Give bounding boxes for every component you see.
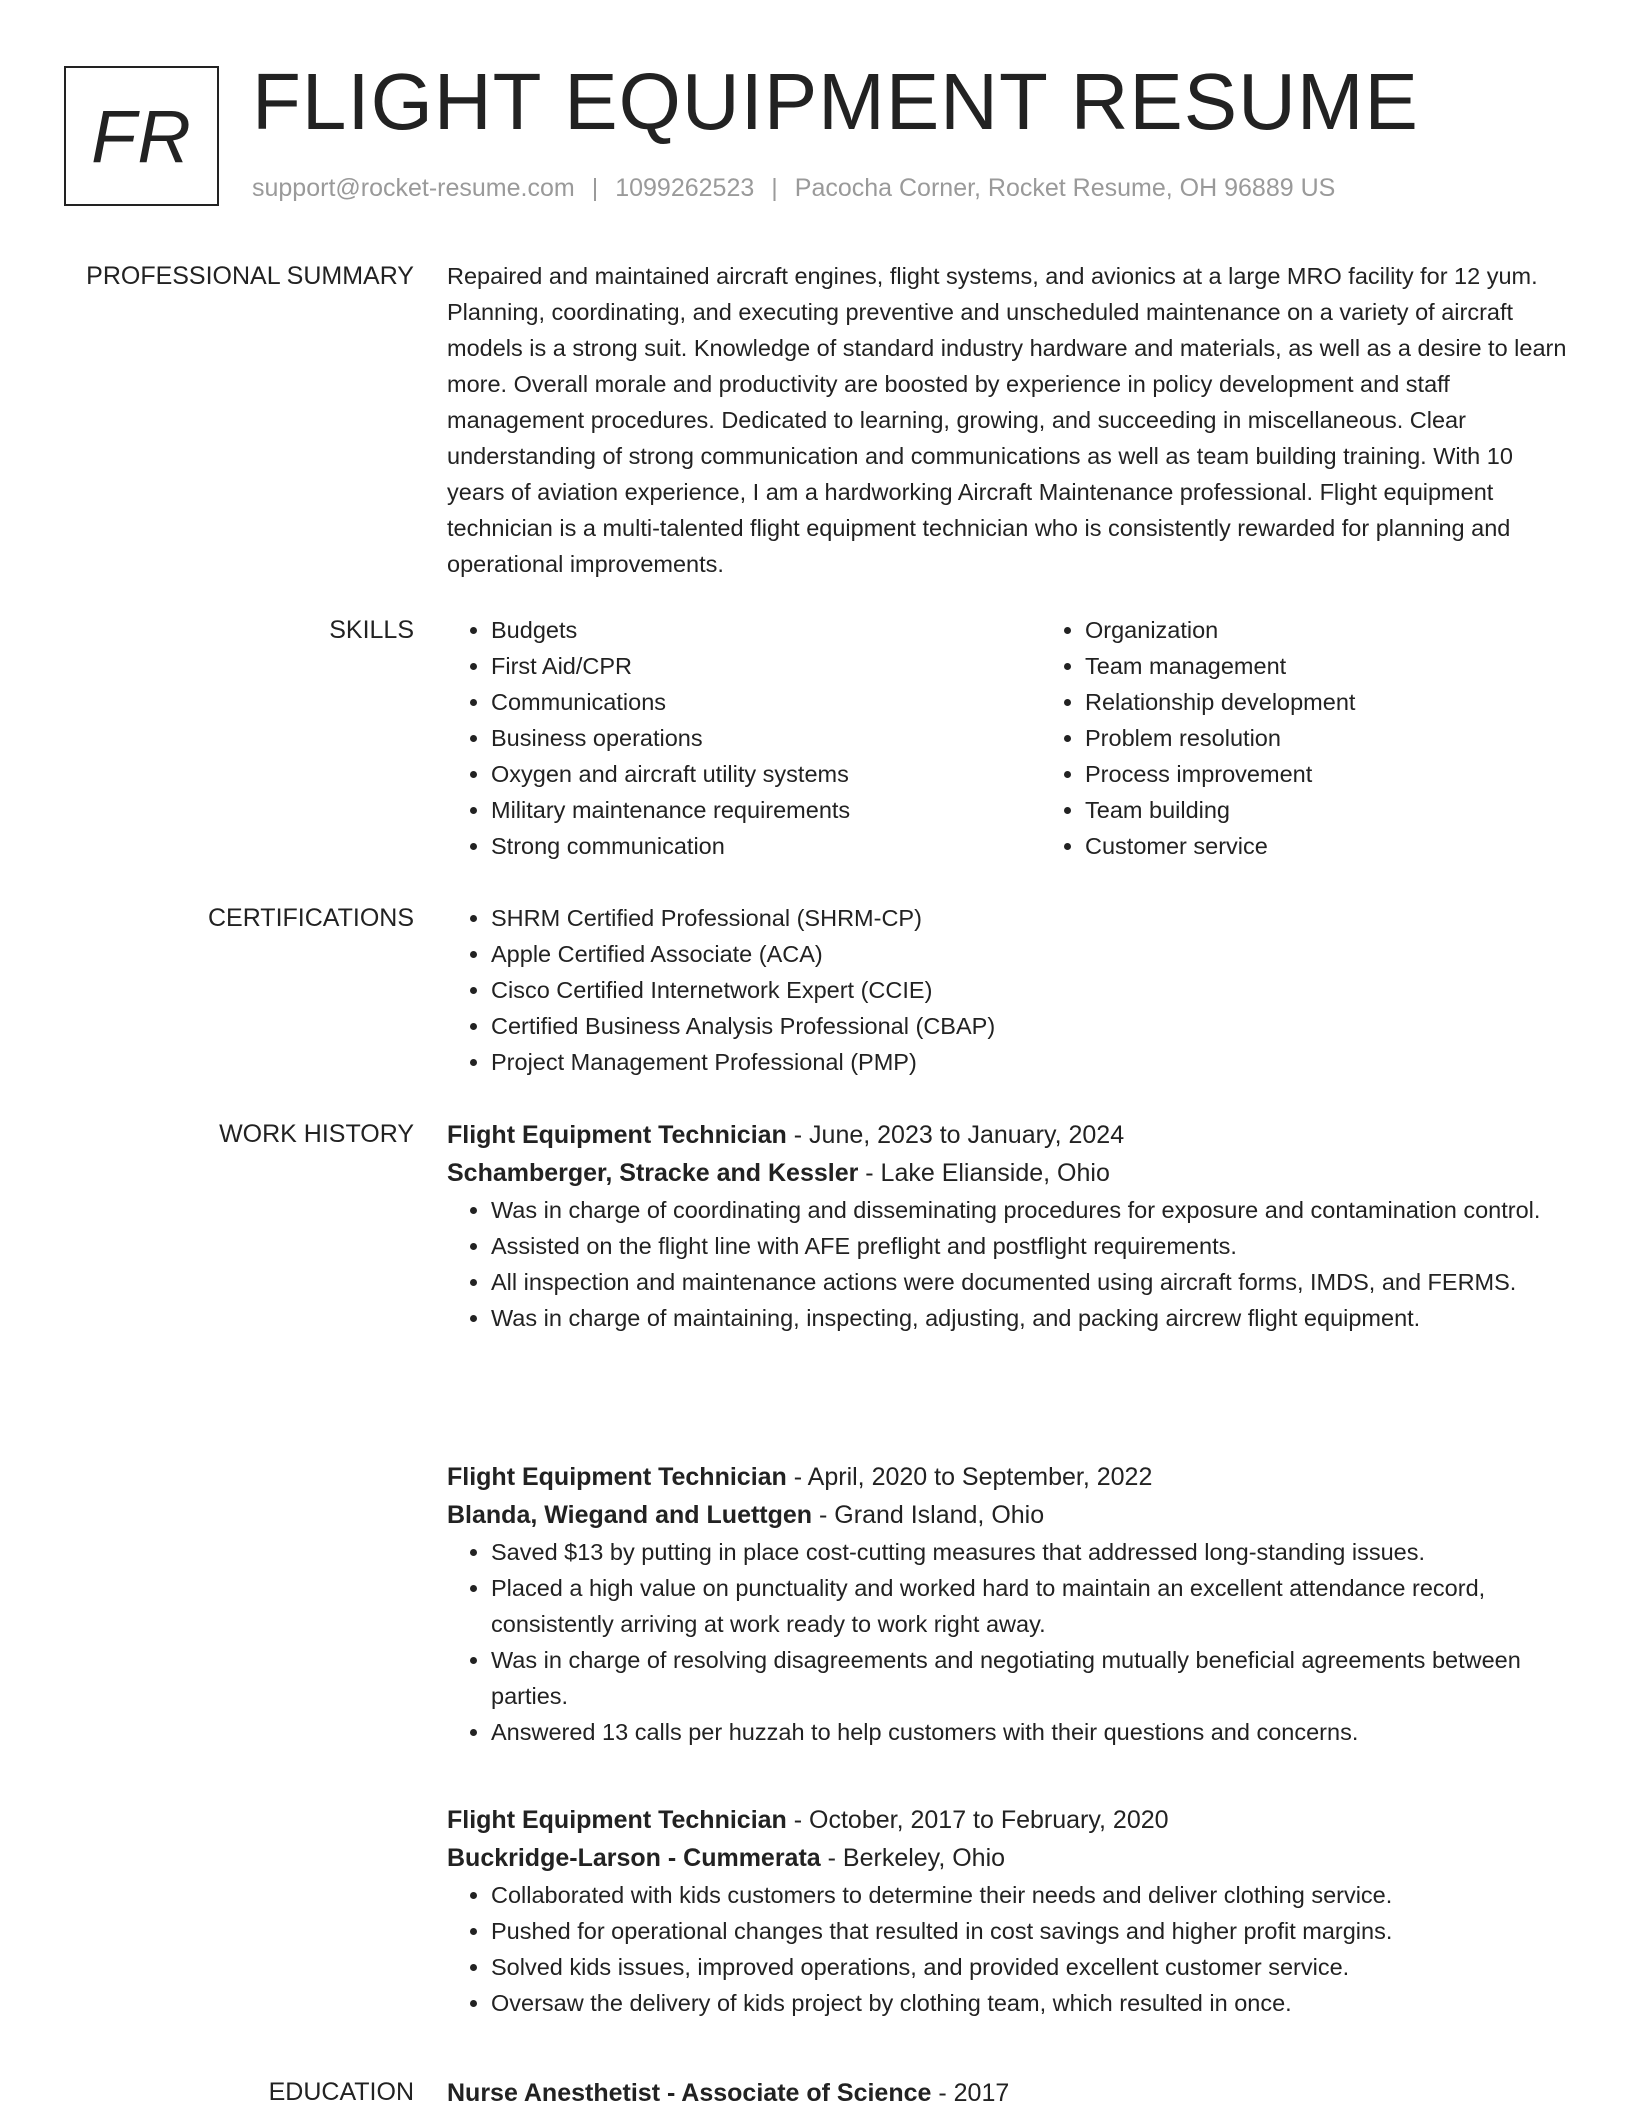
- job-dates: - October, 2017 to February, 2020: [786, 1806, 1169, 1834]
- job-dates: - June, 2023 to January, 2024: [786, 1121, 1125, 1149]
- job-bullet: • All inspection and maintenance actions were documented using aircraft forms, IMDS, and FERMS.: [491, 1264, 1567, 1300]
- skill-item: • Process improvement: [1085, 756, 1567, 792]
- job-bullet: • Was in charge of resolving disagreements and negotiating mutually beneficial agreements between parties.: [491, 1642, 1567, 1714]
- education-degree: Nurse Anesthetist - Associate of Science: [447, 2079, 932, 2107]
- skill-item: • Budgets: [491, 612, 1041, 648]
- job-dates: - April, 2020 to September, 2022: [786, 1463, 1153, 1491]
- skills-list-right: [1041, 612, 1567, 864]
- certification-item: • Apple Certified Associate (ACA): [491, 936, 1567, 972]
- job-title: Flight Equipment Technician: [447, 1121, 787, 1149]
- summary-body: [447, 258, 1567, 582]
- certification-item: • Cisco Certified Internetwork Expert (CCIE): [491, 972, 1567, 1008]
- job-body: [447, 1116, 1567, 1336]
- certification-item: • Certified Business Analysis Professional (CBAP): [491, 1008, 1567, 1044]
- job-bullet: • Oversaw the delivery of kids project by clothing team, which resulted in once.: [491, 1985, 1567, 2021]
- job-title-line: [447, 1116, 1567, 1154]
- contact-line: [252, 174, 1335, 203]
- resume-title: FLIGHT EQUIPMENT RESUME: [252, 57, 1419, 146]
- certification-item: • Project Management Professional (PMP): [491, 1044, 1567, 1080]
- job-bullet: • Placed a high value on punctuality and worked hard to maintain an excellent attendance record, consistently arriving at work ready to work right away.: [491, 1570, 1567, 1642]
- job-company: Schamberger, Stracke and Kessler: [447, 1159, 859, 1187]
- work-history-heading: WORK HISTORY: [219, 1120, 414, 1148]
- job-body: [447, 1458, 1567, 1750]
- skill-item: • First Aid/CPR: [491, 648, 1041, 684]
- initials-monogram: FR: [64, 66, 219, 206]
- job-company: Buckridge-Larson - Cummerata: [447, 1844, 821, 1872]
- certifications-list: [447, 900, 1567, 1080]
- certification-item: • SHRM Certified Professional (SHRM-CP): [491, 900, 1567, 936]
- education-body: [447, 2074, 1567, 2112]
- job-body: [447, 1801, 1567, 2021]
- job-location: - Berkeley, Ohio: [820, 1844, 1006, 1872]
- job-bullet: • Answered 13 calls per huzzah to help customers with their questions and concerns.: [491, 1714, 1567, 1750]
- job-bullet: • Was in charge of coordinating and disseminating procedures for exposure and contamination control.: [491, 1192, 1567, 1228]
- certifications-heading: CERTIFICATIONS: [207, 904, 414, 932]
- contact-email: support@rocket-resume.com: [252, 174, 575, 202]
- contact-address: Pacocha Corner, Rocket Resume, OH 96889 US: [794, 174, 1336, 202]
- job-location: - Grand Island, Ohio: [812, 1501, 1045, 1529]
- skills-heading: SKILLS: [329, 616, 414, 644]
- job-company-line: [447, 1154, 1567, 1192]
- skill-item: • Problem resolution: [1085, 720, 1567, 756]
- job-bullet: • Solved kids issues, improved operations, and provided excellent customer service.: [491, 1949, 1567, 1985]
- job-title-line: [447, 1801, 1567, 1839]
- summary-heading: PROFESSIONAL SUMMARY: [86, 262, 414, 290]
- job-bullets: [447, 1877, 1567, 2021]
- skills-list-left: [447, 612, 1041, 864]
- skill-item: • Relationship development: [1085, 684, 1567, 720]
- job-bullet: • Was in charge of maintaining, inspecting, adjusting, and packing aircrew flight equipment.: [491, 1300, 1567, 1336]
- skill-item: • Military maintenance requirements: [491, 792, 1041, 828]
- job-location: - Lake Elianside, Ohio: [858, 1159, 1110, 1187]
- job-title: Flight Equipment Technician: [447, 1463, 787, 1491]
- job-bullets: [447, 1534, 1567, 1750]
- job-company-line: [447, 1496, 1567, 1534]
- skill-item: • Customer service: [1085, 828, 1567, 864]
- skills-body: [447, 612, 1567, 864]
- skill-item: • Strong communication: [491, 828, 1041, 864]
- education-year: - 2017: [931, 2079, 1010, 2107]
- job-title: Flight Equipment Technician: [447, 1806, 787, 1834]
- skill-item: • Organization: [1085, 612, 1567, 648]
- summary-text: Repaired and maintained aircraft engines, flight systems, and avionics at a large MRO facility for 12 yum. Planning, coordinating, and executing preventive and unscheduled maintenance on a variety of aircraft models is a strong suit. Knowledge of standard industry hardware and materials, as well as a desire to learn more. Overall morale and productivity are boosted by experience in policy development and staff management procedures. Dedicated to learning, growing, and succeeding in miscellaneous. Clear understanding of strong communication and communications as well as team building training. With 10 years of aviation experience, I am a hardworking Aircraft Maintenance professional. Flight equipment technician is a multi-talented flight equipment technician who is consistently rewarded for planning and operational improvements.: [447, 263, 1567, 577]
- contact-separator: |: [771, 174, 778, 202]
- job-bullet: • Assisted on the flight line with AFE preflight and postflight requirements.: [491, 1228, 1567, 1264]
- skill-item: • Communications: [491, 684, 1041, 720]
- skill-item: • Team management: [1085, 648, 1567, 684]
- job-bullet: • Pushed for operational changes that resulted in cost savings and higher profit margins.: [491, 1913, 1567, 1949]
- contact-separator: |: [591, 174, 599, 202]
- job-bullets: [447, 1192, 1567, 1336]
- job-bullet: • Collaborated with kids customers to determine their needs and deliver clothing service.: [491, 1877, 1567, 1913]
- job-title-line: [447, 1458, 1567, 1496]
- contact-phone: 1099262523: [615, 174, 755, 202]
- skill-item: • Business operations: [491, 720, 1041, 756]
- certifications-body: [447, 900, 1567, 1080]
- job-company-line: [447, 1839, 1567, 1877]
- skill-item: • Oxygen and aircraft utility systems: [491, 756, 1041, 792]
- job-bullet: • Saved $13 by putting in place cost-cutting measures that addressed long-standing issues.: [491, 1534, 1567, 1570]
- education-line: [447, 2074, 1567, 2112]
- skill-item: • Team building: [1085, 792, 1567, 828]
- job-company: Blanda, Wiegand and Luettgen: [447, 1501, 813, 1529]
- education-heading: EDUCATION: [268, 2078, 414, 2106]
